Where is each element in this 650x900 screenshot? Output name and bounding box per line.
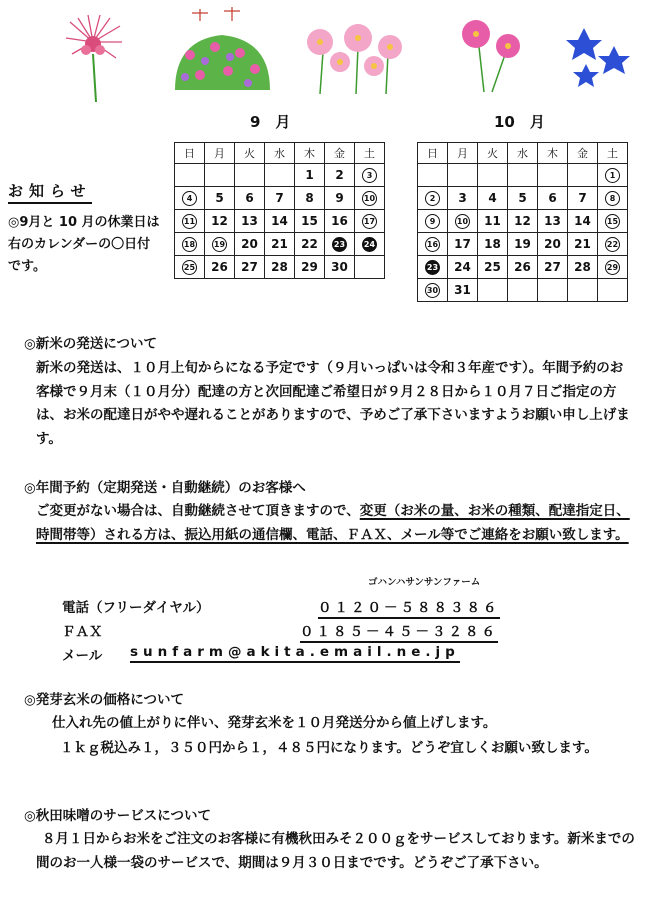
holiday-circle: 10 [362, 191, 377, 206]
oct-day-cell: 31 [448, 279, 478, 302]
sep-day-cell: 30 [325, 256, 355, 279]
section-line-brown-rice-1: 仕入れ先の値上がりに伴い、発芽玄米を１０月発送分から値上げします。 [52, 715, 497, 731]
oct-day-cell: 13 [538, 210, 568, 233]
oct-week-row [418, 256, 628, 279]
oct-day-cell: 21 [568, 233, 598, 256]
fax-number: ０１８５－４５－３２８６ [300, 620, 498, 643]
oct-holiday-cell [418, 187, 448, 210]
calendar-october [417, 142, 628, 302]
sep-holiday-cell [205, 233, 235, 256]
sep-holiday-cell [175, 256, 205, 279]
sep-weekday: 月 [205, 143, 235, 164]
holiday-circle: 17 [362, 214, 377, 229]
holiday-circle: 2 [425, 191, 440, 206]
mail-address[interactable]: sunfarm@akita.email.ne.jp [130, 644, 460, 663]
sep-holiday-cell [355, 164, 385, 187]
sep-weekday: 日 [175, 143, 205, 164]
sep-day-cell: 12 [205, 210, 235, 233]
holiday-circle: 23 [332, 237, 347, 252]
oct-holiday-cell [418, 233, 448, 256]
oct-week-row [418, 187, 628, 210]
oct-holiday-cell [418, 210, 448, 233]
sep-day-cell: 20 [235, 233, 265, 256]
holiday-circle: 30 [425, 283, 440, 298]
notice-body: ◎9月と 10 月の休業日は右のカレンダーの〇日付です。 [8, 215, 160, 274]
calendar-september [174, 142, 385, 279]
oct-holiday-cell [418, 279, 448, 302]
oct-holiday-cell [598, 164, 628, 187]
oct-empty-cell [538, 164, 568, 187]
oct-weekday: 火 [478, 143, 508, 164]
section-body-subscription [36, 500, 636, 547]
phone-label: 電話（フリーダイヤル） [62, 600, 210, 616]
notice-title: お知らせ [8, 180, 92, 204]
holiday-circle: 19 [212, 237, 227, 252]
section-title-subscription: ◎年間予約（定期発送・自動継続）のお客様へ [24, 480, 306, 496]
oct-empty-cell [478, 164, 508, 187]
mail-label: メール [62, 648, 103, 664]
oct-day-cell: 5 [508, 187, 538, 210]
oct-weekday-row [418, 143, 628, 164]
oct-week-row [418, 210, 628, 233]
sep-weekday: 土 [355, 143, 385, 164]
sep-week-row [175, 210, 385, 233]
holiday-circle: 18 [182, 237, 197, 252]
oct-empty-cell [448, 164, 478, 187]
oct-day-cell: 14 [568, 210, 598, 233]
phone-number: ０１２０－５８８３８６ [318, 596, 500, 619]
oct-day-cell: 11 [478, 210, 508, 233]
oct-day-cell: 25 [478, 256, 508, 279]
oct-empty-cell [418, 164, 448, 187]
oct-week-row [418, 279, 628, 302]
oct-week-row [418, 233, 628, 256]
holiday-circle: 23 [425, 260, 440, 275]
oct-empty-cell [508, 164, 538, 187]
holiday-circle: 16 [425, 237, 440, 252]
spider-lily-icon [58, 12, 128, 104]
sep-day-cell: 26 [205, 256, 235, 279]
oct-holiday-cell [598, 187, 628, 210]
sep-weekday: 火 [235, 143, 265, 164]
sep-day-cell: 14 [265, 210, 295, 233]
sep-holiday-cell [325, 233, 355, 256]
oct-empty-cell [598, 279, 628, 302]
flower-bush-dragonfly-icon [170, 5, 275, 93]
oct-weekday: 水 [508, 143, 538, 164]
oct-weekday: 金 [568, 143, 598, 164]
oct-day-cell: 7 [568, 187, 598, 210]
oct-day-cell: 20 [538, 233, 568, 256]
sep-empty-cell [265, 164, 295, 187]
oct-empty-cell [478, 279, 508, 302]
subscription-text: ご変更がない場合は、自動継続させて頂きますので、 [36, 503, 360, 519]
holiday-circle: 15 [605, 214, 620, 229]
holiday-circle: 8 [605, 191, 620, 206]
sep-day-cell: 6 [235, 187, 265, 210]
section-body-new-rice: 新米の発送は、１０月上旬からになる予定です（９月いっぱいは令和３年産です）。年間予約のお客様で９月末（１０月分）配達の方と次回配達ご希望日が９月２８日から１０月７日ご指定の方は、お米の配達日がやや遅れることがありますので、予めご了承下さいますようお願い申し上げます。 [36, 360, 630, 447]
oct-day-cell: 18 [478, 233, 508, 256]
sep-empty-cell [205, 164, 235, 187]
holiday-circle: 29 [605, 260, 620, 275]
holiday-circle: 24 [362, 237, 377, 252]
sep-weekday-row [175, 143, 385, 164]
sep-weekday: 金 [325, 143, 355, 164]
oct-holiday-cell [598, 233, 628, 256]
sep-holiday-cell [355, 233, 385, 256]
oct-holiday-cell [418, 256, 448, 279]
holiday-circle: 11 [182, 214, 197, 229]
oct-weekday: 木 [538, 143, 568, 164]
sep-day-cell: 21 [265, 233, 295, 256]
sep-day-cell: 2 [325, 164, 355, 187]
month-title-october: 10 月 [494, 113, 545, 131]
holiday-circle: 1 [605, 168, 620, 183]
sep-day-cell: 16 [325, 210, 355, 233]
fax-label: ＦＡＸ [62, 624, 103, 640]
oct-weekday: 日 [418, 143, 448, 164]
oct-day-cell: 12 [508, 210, 538, 233]
sep-holiday-cell [175, 233, 205, 256]
holiday-circle: 25 [182, 260, 197, 275]
oct-day-cell: 4 [478, 187, 508, 210]
holiday-circle: 4 [182, 191, 197, 206]
sep-day-cell: 9 [325, 187, 355, 210]
holiday-circle: 10 [455, 214, 470, 229]
sep-day-cell: 15 [295, 210, 325, 233]
sep-day-cell: 29 [295, 256, 325, 279]
sep-week-row [175, 256, 385, 279]
sep-day-cell: 28 [265, 256, 295, 279]
sep-holiday-cell [355, 187, 385, 210]
sep-week-row [175, 187, 385, 210]
section-line-brown-rice-2: １ｋｇ税込み１，３５０円から１，４８５円になります。どうぞ宜しくお願い致します。 [60, 740, 598, 756]
balloon-flower-icon [556, 18, 636, 93]
sep-holiday-cell [175, 210, 205, 233]
sep-day-cell: 7 [265, 187, 295, 210]
section-title-miso: ◎秋田味噌のサービスについて [24, 808, 212, 824]
oct-week-row [418, 164, 628, 187]
section-body-miso: ８月１日からお米をご注文のお客様に有機秋田みそ２００ｇをサービスしております。新米までの間のお一人様一袋のサービスで、期間は９月３０日までです。どうぞご了承下さい。 [36, 831, 635, 871]
oct-empty-cell [568, 279, 598, 302]
oct-day-cell: 17 [448, 233, 478, 256]
oct-weekday: 月 [448, 143, 478, 164]
section-title-brown-rice: ◎発芽玄米の価格について [24, 692, 185, 708]
oct-weekday: 土 [598, 143, 628, 164]
oct-holiday-cell [598, 256, 628, 279]
month-title-september: 9 月 [250, 113, 291, 131]
oct-day-cell: 19 [508, 233, 538, 256]
sep-empty-cell [235, 164, 265, 187]
sep-holiday-cell [175, 187, 205, 210]
holiday-circle: 9 [425, 214, 440, 229]
sep-day-cell: 5 [205, 187, 235, 210]
oct-day-cell: 27 [538, 256, 568, 279]
oct-empty-cell [508, 279, 538, 302]
sep-week-row [175, 233, 385, 256]
sep-day-cell: 22 [295, 233, 325, 256]
oct-day-cell: 26 [508, 256, 538, 279]
oct-empty-cell [568, 164, 598, 187]
sep-empty-cell [355, 256, 385, 279]
sep-empty-cell [175, 164, 205, 187]
sep-day-cell: 27 [235, 256, 265, 279]
oct-holiday-cell [448, 210, 478, 233]
oct-day-cell: 28 [568, 256, 598, 279]
cosmos-icon [456, 16, 526, 94]
section-title-new-rice: ◎新米の発送について [24, 336, 158, 352]
oct-day-cell: 3 [448, 187, 478, 210]
cosmos-bouquet-icon [298, 22, 408, 97]
sep-day-cell: 1 [295, 164, 325, 187]
holiday-circle: 3 [362, 168, 377, 183]
sep-holiday-cell [355, 210, 385, 233]
sep-day-cell: 13 [235, 210, 265, 233]
farm-name: ゴハンハサンサンファーム [368, 577, 481, 588]
oct-empty-cell [538, 279, 568, 302]
oct-holiday-cell [598, 210, 628, 233]
oct-day-cell: 6 [538, 187, 568, 210]
oct-day-cell: 24 [448, 256, 478, 279]
subscription-underlined-text: 変更（お米の量、お米の種類、配達指定日、時間帯等）される方は、振込用紙の通信欄、電話、ＦＡＸ、メール等でご連絡をお願い致します。 [36, 503, 630, 543]
sep-day-cell: 8 [295, 187, 325, 210]
holiday-circle: 22 [605, 237, 620, 252]
sep-week-row [175, 164, 385, 187]
sep-weekday: 木 [295, 143, 325, 164]
sep-weekday: 水 [265, 143, 295, 164]
